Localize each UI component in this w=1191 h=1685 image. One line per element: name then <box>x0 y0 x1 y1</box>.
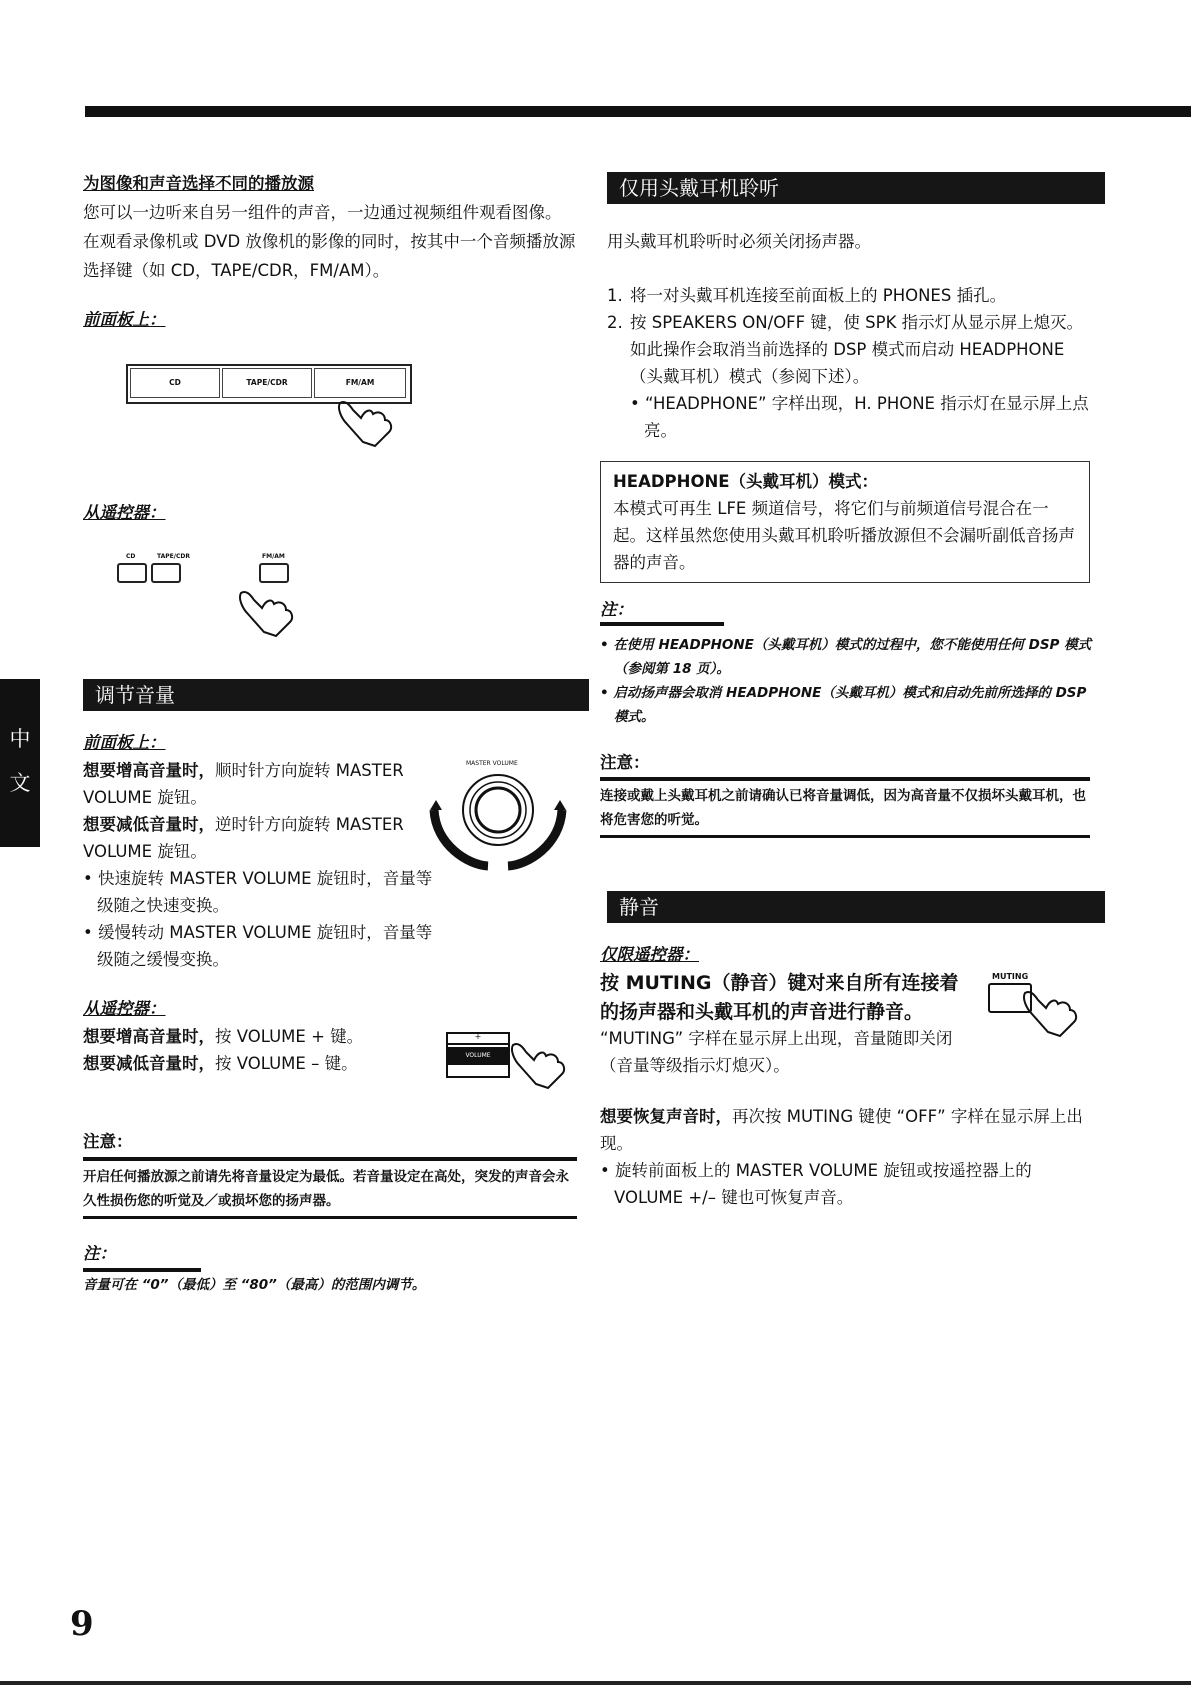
volume-remote-decrease <box>83 1050 358 1077</box>
page-number: 9 <box>70 1604 94 1644</box>
fm-am-button[interactable]: FM/AM <box>314 368 406 398</box>
volume-caution-rule-top <box>83 1157 577 1161</box>
remote-volume-button[interactable] <box>446 1032 510 1078</box>
headphone-mode-text: 本模式可再生 LFE 频道信号，将它们与前频道信号混合在一起。这样虽然您使用头戴耳机聆听播放源但不会漏听副低音扬声器的声音。 <box>613 499 1075 572</box>
pointing-hand-icon <box>1020 988 1080 1040</box>
headphones-caution-label: 注意： <box>600 753 650 772</box>
language-tab <box>0 679 40 847</box>
volume-note-label: 注： <box>83 1244 116 1263</box>
volume-front-panel-label: 前面板上： <box>83 733 166 752</box>
pointing-hand-icon <box>335 398 395 450</box>
muting-restore-bold: 想要恢复声音时， <box>600 1107 732 1126</box>
headphones-note-rule <box>600 622 724 626</box>
step-2-bullet: • “HEADPHONE” 字样出现，H. PHONE 指示灯在显示屏上点亮。 <box>630 390 1110 444</box>
remote-volume-label: VOLUME <box>448 1047 508 1065</box>
volume-heading: 调节音量 <box>83 679 589 711</box>
headphones-caution-rule-bottom <box>600 835 1090 838</box>
master-volume-knob[interactable] <box>428 770 568 880</box>
volume-remote-increase-bold: 想要增高音量时， <box>83 1027 215 1046</box>
volume-remote-decrease-rest: 按 VOLUME – 键。 <box>215 1054 358 1073</box>
headphones-intro: 用头戴耳机聆听时必须关闭扬声器。 <box>607 232 871 251</box>
volume-decrease-rest: 逆时针方向旋转 MASTER VOLUME 旋钮。 <box>83 815 404 861</box>
step-1-number: 1. <box>607 286 623 305</box>
volume-bullet-slow: • 缓慢转动 MASTER VOLUME 旋钮时，音量等级随之缓慢变换。 <box>83 919 437 973</box>
remote-volume-divider <box>448 1043 508 1045</box>
muting-restore-bullet: • 旋转前面板上的 MASTER VOLUME 旋钮或按遥控器上的 VOLUME +/– 键也可恢复声音。 <box>600 1157 1104 1211</box>
muting-heading: 静音 <box>607 891 1105 923</box>
volume-decrease-text <box>83 811 423 865</box>
muting-button-label: MUTING <box>992 972 1029 981</box>
volume-caution-label: 注意： <box>83 1132 133 1151</box>
source-select-body: 您可以一边听来自另一组件的声音，一边通过视频组件观看图像。在观看录像机或 DVD 放像机的影像的同时，按其中一个音频播放源选择键（如 CD，TAPE/CDR，FM/AM）。 <box>83 203 576 280</box>
remote-fm-am-button[interactable] <box>259 563 289 583</box>
volume-increase-bold: 想要增高音量时， <box>83 761 215 780</box>
remote-cd-label: CD <box>126 553 136 560</box>
muting-restore-rest: 再次按 MUTING 键使 “OFF” 字样在显示屏上出现。 <box>600 1107 1083 1153</box>
bottom-rule <box>0 1681 1191 1685</box>
volume-remote-increase <box>83 1023 363 1050</box>
remote-label: 从遥控器： <box>83 503 166 522</box>
remote-volume-plus: + <box>474 1032 482 1041</box>
volume-increase-rest: 顺时针方向旋转 MASTER VOLUME 旋钮。 <box>83 761 404 807</box>
master-volume-label: MASTER VOLUME <box>466 760 518 767</box>
muting-remote-only-label: 仅限遥控器： <box>600 945 699 964</box>
volume-decrease-bold: 想要减低音量时， <box>83 815 215 834</box>
language-tab-char-2: 文 <box>9 771 31 795</box>
remote-tape-cdr-button[interactable] <box>151 563 181 583</box>
remote-fm-am-label: FM/AM <box>262 553 285 560</box>
muting-main-bold: 按 MUTING（静音）键对来自所有连接着的扬声器和头戴耳机的声音进行静音。 <box>600 972 959 1023</box>
remote-cd-button[interactable] <box>117 563 147 583</box>
volume-remote-increase-rest: 按 VOLUME + 键。 <box>215 1027 364 1046</box>
headphones-note-1: • 在使用 HEADPHONE（头戴耳机）模式的过程中，您不能使用任何 DSP 模式（参阅第 18 页）。 <box>600 633 1104 681</box>
source-select-title: 为图像和声音选择不同的播放源 <box>83 174 314 193</box>
remote-tape-cdr-label: TAPE/CDR <box>157 553 190 560</box>
step-2-text: 按 SPEAKERS ON/OFF 键，使 SPK 指示灯从显示屏上熄灭。如此操作会取消当前选择的 DSP 模式而启动 HEADPHONE（头戴耳机）模式（参阅下述）。 <box>630 313 1084 386</box>
volume-bullet-fast: • 快速旋转 MASTER VOLUME 旋钮时，音量等级随之快速变换。 <box>83 865 437 919</box>
front-panel-label: 前面板上： <box>83 310 166 329</box>
muting-main-text: “MUTING” 字样在显示屏上出现，音量随即关闭（音量等级指示灯熄灭）。 <box>600 1029 953 1075</box>
top-rule <box>85 106 1191 117</box>
headphones-caution-text: 连接或戴上头戴耳机之前请确认已将音量调低，因为高音量不仅损坏头戴耳机，也将危害您的听觉。 <box>600 788 1086 828</box>
headphones-heading: 仅用头戴耳机聆听 <box>607 172 1105 204</box>
pointing-hand-icon <box>236 588 296 640</box>
headphone-mode-title: HEADPHONE（头戴耳机）模式： <box>613 472 879 491</box>
step-2-number: 2. <box>607 313 623 332</box>
pointing-hand-icon <box>508 1040 568 1092</box>
headphones-caution-rule-top <box>600 777 1090 781</box>
step-1-text: 将一对头戴耳机连接至前面板上的 PHONES 插孔。 <box>630 286 1007 305</box>
volume-increase-text <box>83 757 423 811</box>
volume-caution-text: 开启任何播放源之前请先将音量设定为最低。若音量设定在高处，突发的声音会永久性损伤您的听觉及／或损坏您的扬声器。 <box>83 1169 569 1209</box>
volume-remote-decrease-bold: 想要减低音量时， <box>83 1054 215 1073</box>
cd-button[interactable]: CD <box>130 368 220 398</box>
headphone-mode-box <box>600 461 1090 583</box>
muting-restore <box>600 1103 1090 1157</box>
headphones-note-label: 注： <box>600 600 633 619</box>
volume-note-rule <box>83 1268 201 1272</box>
volume-note-text: 音量可在 “0”（最低）至 “80”（最高）的范围内调节。 <box>83 1277 426 1293</box>
language-tab-char-1: 中 <box>9 727 31 751</box>
headphones-note-2: • 启动扬声器会取消 HEADPHONE（头戴耳机）模式和启动先前所选择的 DSP 模式。 <box>600 681 1104 729</box>
volume-caution-rule-bottom <box>83 1216 577 1219</box>
tape-cdr-button[interactable]: TAPE/CDR <box>222 368 312 398</box>
volume-remote-label: 从遥控器： <box>83 999 166 1018</box>
